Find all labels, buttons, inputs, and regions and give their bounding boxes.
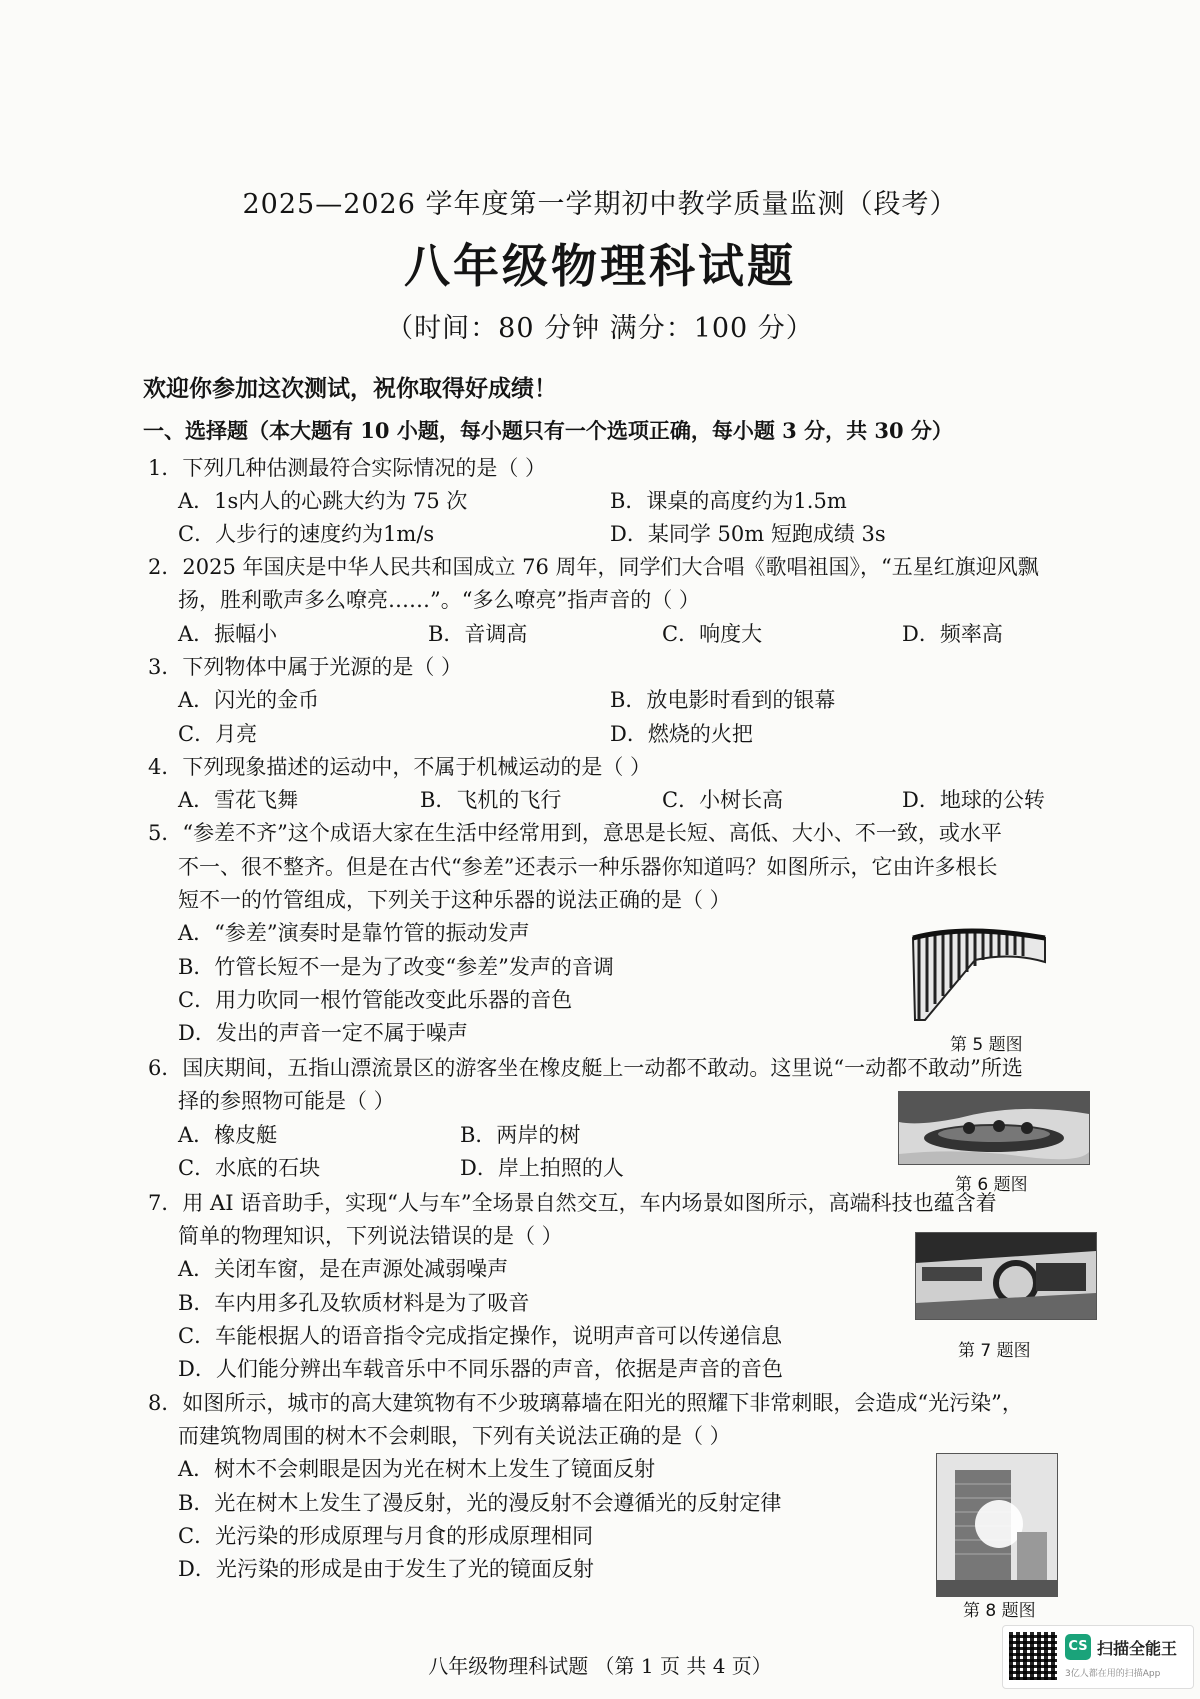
question-7-option-b: B．车内用多孔及软质材料是为了吸音 [178, 1291, 530, 1315]
question-5-stem-line2: 不一、很不整齐。但是在古代“参差”还表示一种乐器你知道吗？如图所示，它由许多根长 [178, 855, 998, 879]
figure-7-caption: 第 7 题图 [958, 1341, 1031, 1361]
qr-code-icon [1009, 1632, 1057, 1680]
figure-5-caption: 第 5 题图 [950, 1035, 1023, 1055]
question-2-option-a: A．振幅小 [178, 622, 278, 646]
figure-8-caption: 第 8 题图 [963, 1601, 1036, 1621]
rafting-photo [898, 1091, 1090, 1165]
question-6-stem-line2: 择的参照物可能是（ ） [178, 1089, 395, 1113]
question-8-stem-line2: 而建筑物周围的树木不会刺眼，下列有关说法正确的是（ ） [178, 1424, 731, 1448]
question-3-option-d: D．燃烧的火把 [610, 722, 753, 746]
question-7-option-d: D．人们能分辨出车载音乐中不同乐器的声音，依据是声音的音色 [178, 1357, 783, 1381]
question-3-stem: 3．下列物体中属于光源的是（ ） [148, 655, 463, 679]
question-2-option-c: C．响度大 [662, 622, 763, 646]
question-1-option-a: A．1s内人的心跳大约为 75 次 [178, 489, 468, 513]
panpipe-figure [905, 920, 1055, 1030]
question-6-option-d: D．岸上拍照的人 [460, 1156, 624, 1180]
question-2-option-d: D．频率高 [902, 622, 1003, 646]
exam-time-info: （时间：80 分钟 满分：100 分） [386, 313, 814, 344]
exam-title: 八年级物理科试题 [404, 239, 796, 293]
question-2-option-b: B．音调高 [428, 622, 528, 646]
question-7-stem-line2: 简单的物理知识，下列说法错误的是（ ） [178, 1224, 563, 1248]
question-4-option-a: A．雪花飞舞 [178, 788, 299, 812]
question-4-option-c: C．小树长高 [662, 788, 784, 812]
question-6-option-c: C．水底的石块 [178, 1156, 321, 1180]
question-1-option-d: D．某同学 50m 短跑成绩 3s [610, 522, 886, 546]
scanner-app-name: 扫描全能王 [1097, 1639, 1178, 1658]
figure-6-caption: 第 6 题图 [955, 1175, 1028, 1195]
question-8-option-a: A．树木不会刺眼是因为光在树木上发生了镜面反射 [178, 1457, 656, 1481]
question-7-option-a: A．关闭车窗，是在声源处减弱噪声 [178, 1257, 509, 1281]
question-3-option-a: A．闪光的金币 [178, 688, 320, 712]
question-8-option-c: C．光污染的形成原理与月食的形成原理相同 [178, 1524, 594, 1548]
question-6-option-b: B．两岸的树 [460, 1123, 581, 1147]
question-1-stem: 1．下列几种估测最符合实际情况的是（ ） [148, 456, 547, 480]
question-3-option-b: B．放电影时看到的银幕 [610, 688, 836, 712]
question-7-option-c: C．车能根据人的语音指令完成指定操作，说明声音可以传递信息 [178, 1324, 783, 1348]
car-interior-photo [915, 1232, 1097, 1320]
question-5-option-c: C．用力吹同一根竹管能改变此乐器的音色 [178, 988, 573, 1012]
question-8-option-d: D．光污染的形成是由于发生了光的镜面反射 [178, 1557, 594, 1581]
question-4-stem: 4．下列现象描述的运动中，不属于机械运动的是（ ） [148, 755, 652, 779]
glass-building-photo [936, 1453, 1058, 1597]
question-6-stem-line1: 6．国庆期间，五指山漂流景区的游客坐在橡皮艇上一动都不敢动。这里说“一动都不敢动”所选 [148, 1056, 1023, 1080]
scanner-tagline: 3亿人都在用的扫描App [1065, 1669, 1161, 1679]
question-5-option-d: D．发出的声音一定不属于噪声 [178, 1021, 468, 1045]
section-heading: 一、选择题（本大题有 10 小题，每小题只有一个选项正确，每小题 3 分，共 30 分） [143, 418, 953, 443]
scanner-watermark [1002, 1625, 1194, 1689]
question-3-option-c: C．月亮 [178, 722, 258, 746]
question-2-stem-line2: 扬，胜利歌声多么嘹亮……”。“多么嘹亮”指声音的（ ） [178, 588, 700, 612]
scanner-logo-icon: CS [1065, 1634, 1091, 1660]
question-5-option-b: B．竹管长短不一是为了改变“参差”发声的音调 [178, 955, 614, 979]
exam-header-line: 2025—2026 学年度第一学期初中教学质量监测（段考） [242, 189, 958, 220]
question-5-option-a: A．“参差”演奏时是靠竹管的振动发声 [178, 921, 530, 945]
question-6-option-a: A．橡皮艇 [178, 1123, 278, 1147]
page-footer: 八年级物理科试题 （第 1 页 共 4 页） [428, 1654, 772, 1678]
question-2-stem-line1: 2．2025 年国庆是中华人民共和国成立 76 周年，同学们大合唱《歌唱祖国》，“五星红旗迎风飘 [148, 555, 1039, 579]
question-4-option-d: D．地球的公转 [902, 788, 1045, 812]
question-8-stem-line1: 8．如图所示，城市的高大建筑物有不少玻璃幕墙在阳光的照耀下非常刺眼，会造成“光污染”， [148, 1391, 1023, 1415]
question-1-option-b: B．课桌的高度约为1.5m [610, 489, 847, 513]
question-1-option-c: C．人步行的速度约为1m/s [178, 522, 435, 546]
question-5-stem-line3: 短不一的竹管组成，下列关于这种乐器的说法正确的是（ ） [178, 888, 731, 912]
question-5-stem-line1: 5．“参差不齐”这个成语大家在生活中经常用到，意思是长短、高低、大小、不一致，或水平 [148, 821, 1002, 845]
question-8-option-b: B．光在树木上发生了漫反射，光的漫反射不会遵循光的反射定律 [178, 1491, 782, 1515]
question-4-option-b: B．飞机的飞行 [420, 788, 562, 812]
welcome-message: 欢迎你参加这次测试，祝你取得好成绩！ [143, 376, 557, 402]
question-7-stem-line1: 7．用 AI 语音助手，实现“人与车”全场景自然交互，车内场景如图所示，高端科技也蕴含着 [148, 1191, 997, 1215]
